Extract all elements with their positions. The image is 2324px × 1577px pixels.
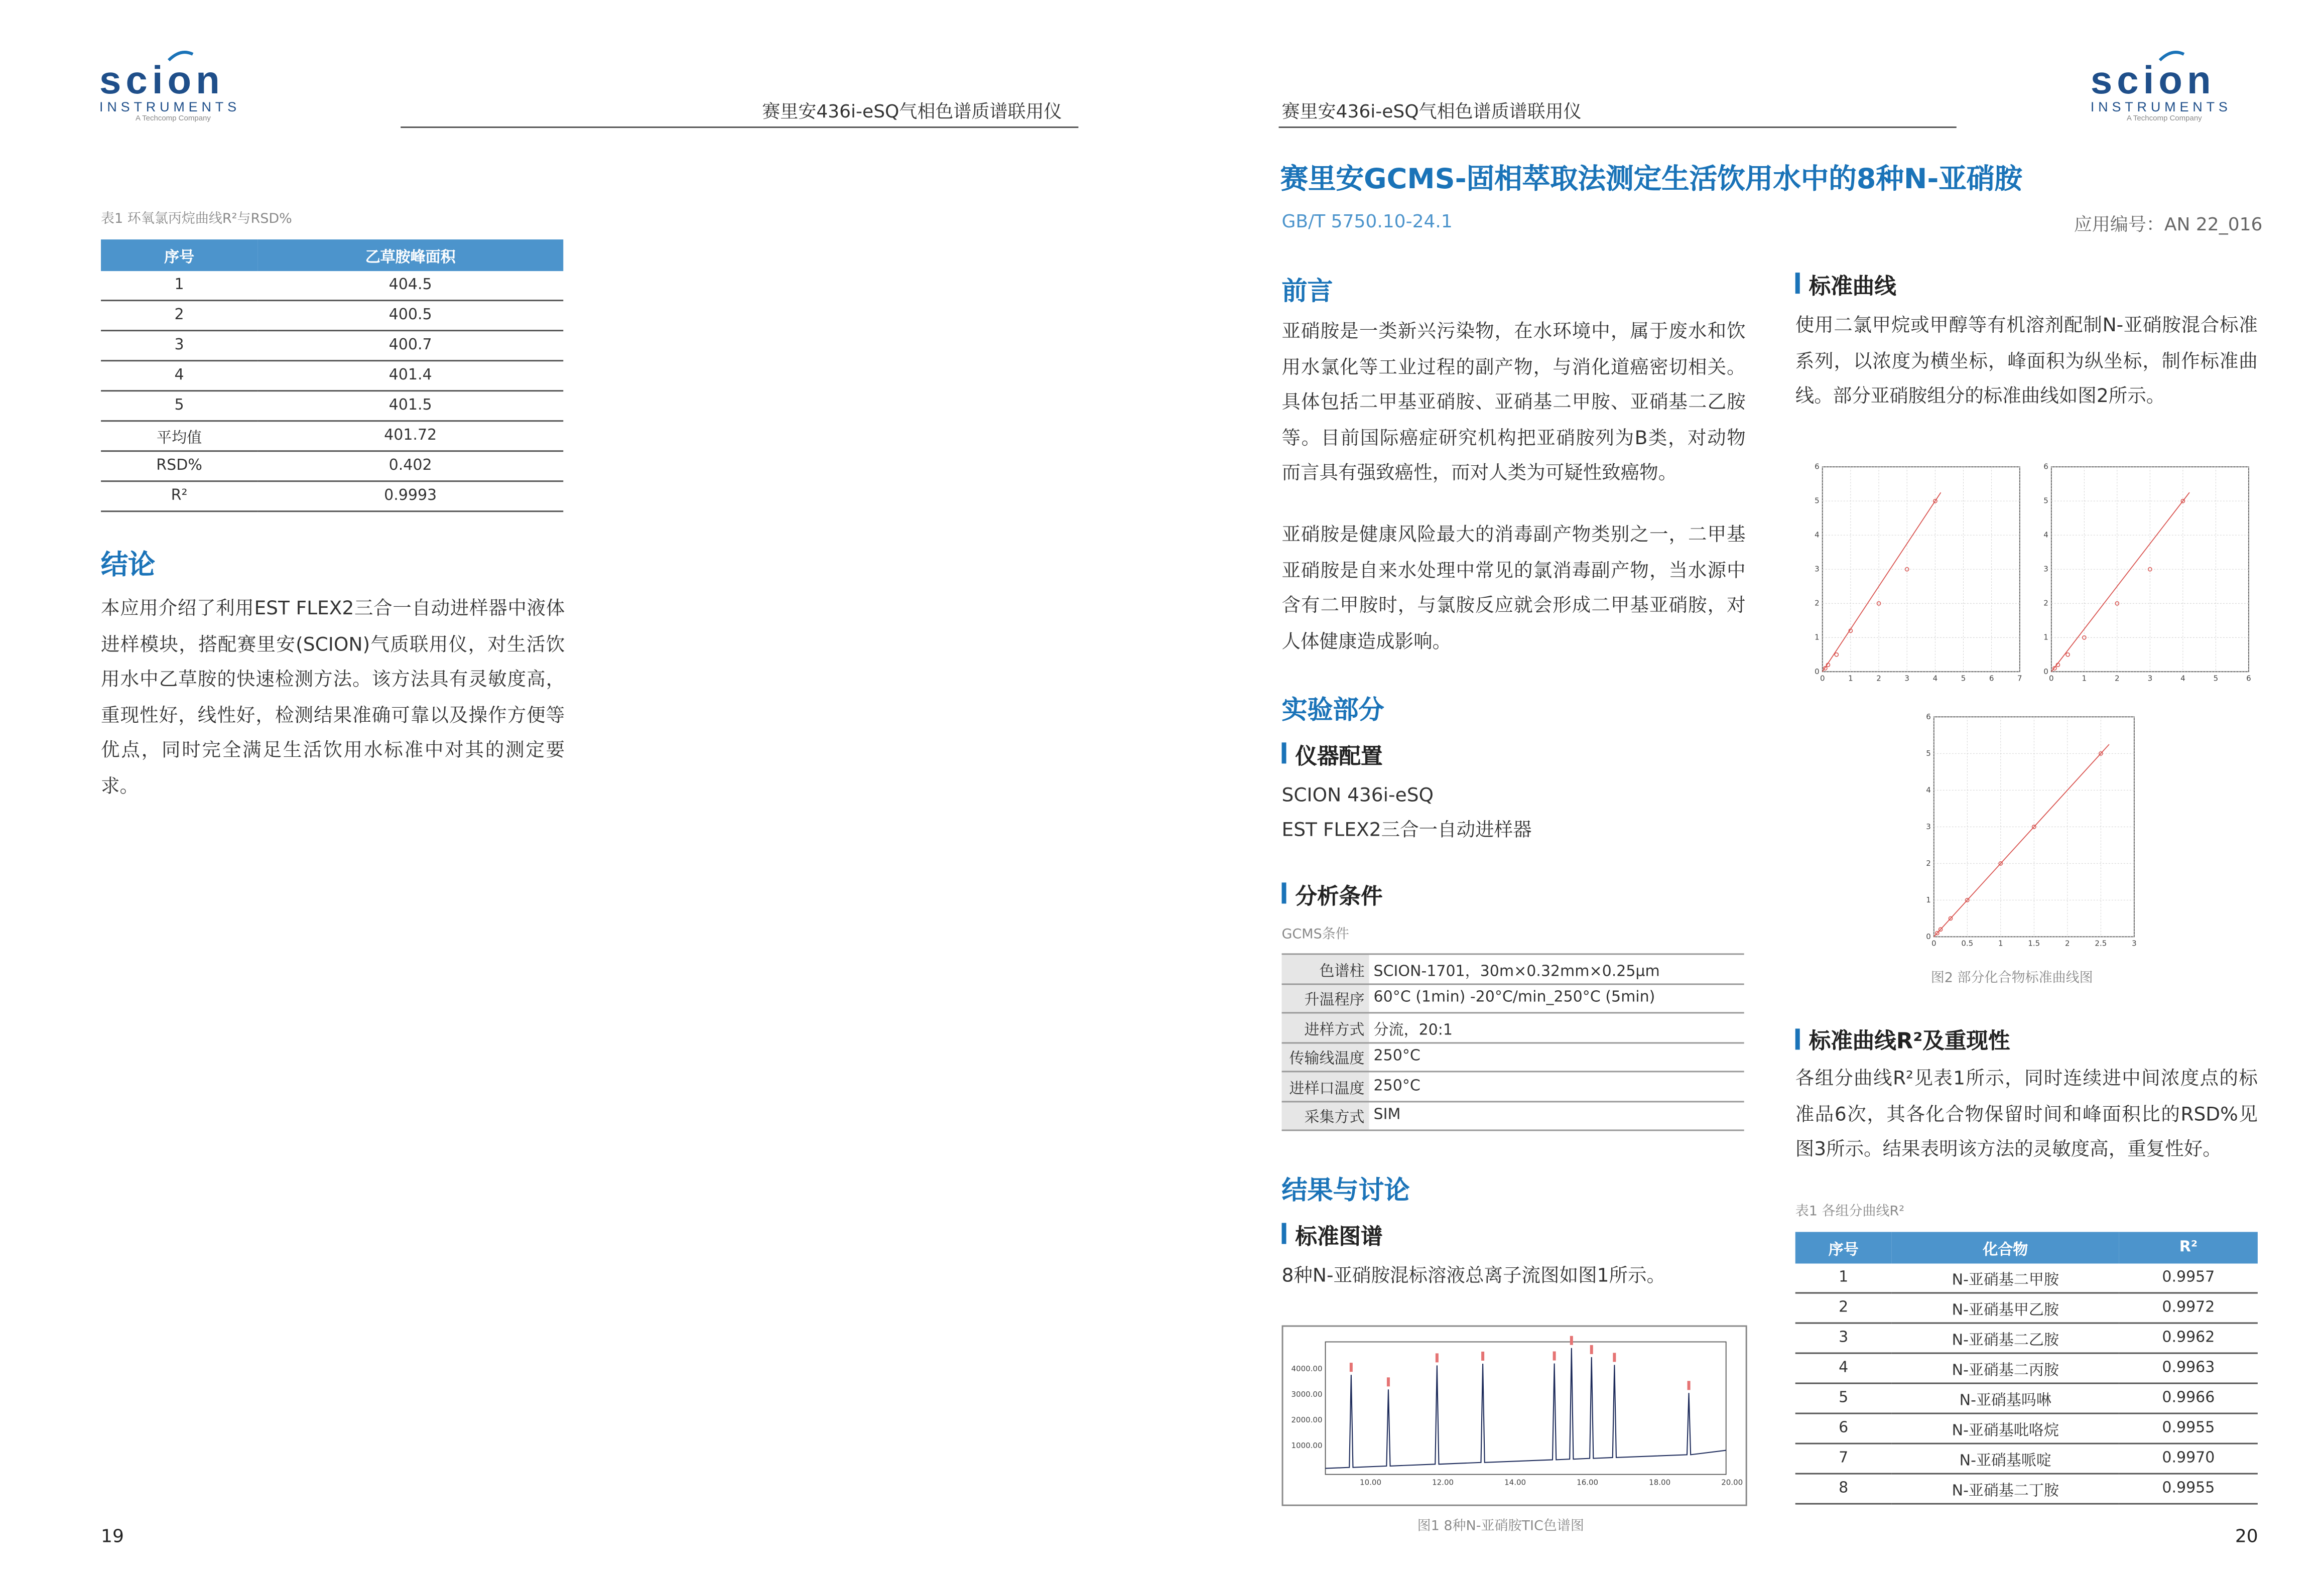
x-tick-label: 14.00 — [1504, 1478, 1526, 1487]
x-tick-label: 6 — [1989, 674, 1994, 683]
table-cell: 5 — [1795, 1383, 1892, 1413]
table-cell: 0.9966 — [2119, 1383, 2258, 1413]
table-cell: N-亚硝基二丁胺 — [1892, 1474, 2119, 1504]
table-cell: 400.7 — [257, 331, 563, 361]
table-cell: 1 — [101, 271, 257, 301]
peak-label-marker — [1570, 1336, 1573, 1345]
section-marker — [1282, 1223, 1286, 1244]
x-tick-label: 7 — [2017, 674, 2022, 683]
std-curve-text: 使用二氯甲烷或甲醇等有机溶剂配制N-亚硝胺混合标准系列，以浓度为横坐标，峰面积为纵坐标，制作标准曲线。部分亚硝胺组分的标准曲线如图2所示。 — [1795, 313, 2258, 407]
y-tick-label: 6 — [1815, 462, 1820, 471]
y-tick-label: 3 — [2043, 564, 2048, 574]
page-number-left: 19 — [101, 1525, 124, 1547]
logo-swoosh-icon — [2157, 48, 2187, 63]
x-tick-label: 2 — [2115, 674, 2120, 683]
x-tick-label: 3 — [1904, 674, 1909, 683]
r2-table — [1795, 1232, 2258, 1504]
peak-label-marker — [1688, 1381, 1691, 1390]
page-number-right: 20 — [2235, 1525, 2258, 1547]
peak-label-marker — [1350, 1363, 1353, 1372]
x-tick-label: 5 — [2213, 674, 2219, 683]
y-tick-label: 4 — [1926, 785, 1931, 795]
gcms-caption: GCMS条件 — [1281, 928, 1349, 943]
y-tick-label: 0 — [2043, 667, 2048, 676]
x-tick-label: 3 — [2132, 939, 2137, 948]
table-cell: 0.9957 — [2119, 1264, 2258, 1293]
instrument-line-2: EST FLEX2三合一自动进样器 — [1281, 818, 1532, 841]
table-row — [101, 301, 563, 331]
y-tick-label: 2 — [1815, 598, 1820, 608]
table-row — [101, 271, 563, 301]
x-tick-label: 1.5 — [2028, 939, 2040, 948]
application-number: 应用编号：AN 22_016 — [2074, 214, 2263, 235]
table-row — [1795, 1264, 2258, 1293]
preface-paragraph-1: 亚硝胺是一类新兴污染物，在水环境中，属于废水和饮用水氯化等工业过程的副产物，与消化道癌密切相关。具体包括二甲基亚硝胺、亚硝基二甲胺、亚硝基二乙胺等。目前国际癌症研究机构把亚硝胺列为B类，对动物而言具有强致癌性，而对人类为可疑性致癌物。 — [1281, 319, 1746, 484]
x-tick-label: 16.00 — [1577, 1478, 1599, 1487]
y-tick-label: 6 — [1926, 712, 1931, 721]
x-tick-label: 5 — [1961, 674, 1966, 683]
table-cell: 401.5 — [257, 391, 563, 421]
std-chromatogram-title: 标准图谱 — [1295, 1226, 1383, 1250]
analysis-conditions-title: 分析条件 — [1295, 885, 1383, 910]
y-tick-label: 3000.00 — [1291, 1390, 1323, 1399]
x-tick-label: 18.00 — [1649, 1478, 1671, 1487]
y-tick-label: 0 — [1926, 932, 1931, 941]
y-tick-label: 5 — [1815, 496, 1820, 505]
x-tick-label: 10.00 — [1360, 1478, 1382, 1487]
table-cell: 2 — [101, 301, 257, 331]
x-tick-label: 0 — [1820, 674, 1825, 683]
table-cell: 采集方式 — [1282, 1101, 1369, 1130]
x-tick-label: 0 — [1931, 939, 1936, 948]
table-row — [101, 361, 563, 391]
table-cell: 0.9972 — [2119, 1293, 2258, 1323]
logo-swoosh-icon — [166, 48, 196, 63]
col-header-r2: R² — [2119, 1232, 2258, 1263]
table-cell: 250°C — [1369, 1042, 1744, 1072]
y-tick-label: 2 — [2043, 598, 2048, 608]
table-cell: N-亚硝基吡咯烷 — [1892, 1413, 2119, 1443]
peak-label-marker — [1387, 1377, 1390, 1386]
table-cell: N-亚硝基二乙胺 — [1892, 1323, 2119, 1353]
col-header-index: 序号 — [1795, 1232, 1892, 1263]
table-cell: N-亚硝基二甲胺 — [1892, 1264, 2119, 1293]
r2-section-title: 标准曲线R²及重现性 — [1809, 1030, 2010, 1055]
table-cell: 平均值 — [101, 421, 257, 451]
left-data-table — [101, 239, 563, 512]
table-row — [101, 481, 563, 511]
conclusion-title: 结论 — [101, 550, 156, 582]
table-row — [101, 421, 563, 451]
condition-row — [1282, 983, 1744, 1013]
table-cell: 4 — [101, 361, 257, 391]
logo-subtitle: INSTRUMENTS — [2090, 99, 2232, 115]
preface-paragraph-2: 亚硝胺是健康风险最大的消毒副产物类别之一，二甲基亚硝胺是自来水处理中常见的氯消毒副产物，当水源中含有二甲胺时，与氯胺反应就会形成二甲基亚硝胺，对人体健康造成影响。 — [1281, 522, 1746, 651]
x-tick-label: 1 — [2082, 674, 2087, 683]
table-cell: 2 — [1795, 1293, 1892, 1323]
plot-frame — [1823, 467, 2020, 672]
y-tick-label: 3 — [1815, 564, 1820, 574]
col-header-index: 序号 — [101, 239, 257, 271]
table-row — [101, 331, 563, 361]
peak-label-marker — [1553, 1352, 1556, 1361]
condition-row — [1282, 1072, 1744, 1101]
table-cell: N-亚硝基哌啶 — [1892, 1443, 2119, 1474]
x-tick-label: 6 — [2246, 674, 2251, 683]
std-chromatogram-text: 8种N-亚硝胺混标溶液总离子流图如图1所示。 — [1281, 1263, 1666, 1286]
header-rule-right — [1279, 126, 1957, 128]
table-row — [1795, 1443, 2258, 1474]
table-cell: 7 — [1795, 1443, 1892, 1474]
section-marker — [1795, 1028, 1800, 1049]
figure-1-tic-chromatogram — [1282, 1326, 1747, 1506]
x-tick-label: 2 — [1876, 674, 1881, 683]
curve-b-svg — [2033, 452, 2256, 693]
table-cell: 1 — [1795, 1264, 1892, 1293]
table-cell: 400.5 — [257, 301, 563, 331]
table-cell: N-亚硝基二丙胺 — [1892, 1353, 2119, 1383]
table-cell: 进样口温度 — [1282, 1072, 1369, 1101]
plot-frame — [1326, 1342, 1726, 1475]
table-cell: 分流，20:1 — [1369, 1013, 1744, 1042]
table-cell: 0.9955 — [2119, 1474, 2258, 1504]
instrument-config-title: 仪器配置 — [1295, 745, 1383, 770]
curve-a-svg — [1804, 452, 2027, 693]
condition-row — [1282, 1042, 1744, 1072]
y-tick-label: 3 — [1926, 822, 1931, 831]
y-tick-label: 2000.00 — [1291, 1415, 1323, 1425]
table-cell: 250°C — [1369, 1072, 1744, 1101]
header-title-left: 赛里安436i-eSQ气相色谱质谱联用仪 — [762, 101, 1062, 122]
tic-trace-line — [1326, 1348, 1726, 1469]
section-marker — [1795, 273, 1800, 294]
condition-row — [1282, 1013, 1744, 1042]
tic-chart-svg — [1283, 1327, 1746, 1505]
figure-2-caption: 图2 部分化合物标准曲线图 — [1930, 971, 2093, 987]
figure-1-caption: 图1 8种N-亚硝胺TIC色谱图 — [1417, 1519, 1584, 1535]
x-tick-label: 12.00 — [1432, 1478, 1454, 1487]
preface-title: 前言 — [1281, 277, 1333, 308]
table-row — [101, 391, 563, 421]
table-cell: 0.9963 — [2119, 1353, 2258, 1383]
x-tick-label: 1 — [1848, 674, 1853, 683]
table-cell: 0.9955 — [2119, 1413, 2258, 1443]
brand-logo-left — [99, 57, 273, 124]
x-tick-label: 3 — [2147, 674, 2153, 683]
logo-wordmark: scion — [2090, 57, 2216, 103]
table-cell: SIM — [1369, 1101, 1744, 1130]
section-marker — [1282, 882, 1286, 903]
table-cell: 5 — [101, 391, 257, 421]
header-title-right: 赛里安436i-eSQ气相色谱质谱联用仪 — [1281, 101, 1582, 122]
condition-row — [1282, 954, 1744, 984]
y-tick-label: 4000.00 — [1291, 1364, 1323, 1374]
peak-label-marker — [1613, 1353, 1616, 1362]
col-header-compound: 化合物 — [1892, 1232, 2119, 1263]
x-tick-label: 1 — [1998, 939, 2003, 948]
y-tick-label: 1 — [1815, 632, 1820, 642]
article-title: 赛里安GCMS-固相萃取法测定生活饮用水中的8种N-亚硝胺 — [1280, 164, 2022, 196]
x-tick-label: 0.5 — [1961, 939, 1974, 948]
table-row — [1795, 1413, 2258, 1443]
x-tick-label: 0 — [2049, 674, 2054, 683]
table-cell: 进样方式 — [1282, 1013, 1369, 1042]
y-tick-label: 1 — [2043, 632, 2048, 642]
table-cell: N-亚硝基吗啉 — [1892, 1383, 2119, 1413]
table-row — [1795, 1474, 2258, 1504]
x-tick-label: 2 — [2065, 939, 2070, 948]
table-row — [1795, 1353, 2258, 1383]
instrument-line-1: SCION 436i-eSQ — [1281, 783, 1434, 806]
peak-label-marker — [1590, 1345, 1593, 1354]
col-header-area: 乙草胺峰面积 — [257, 239, 563, 271]
figure-2-curve-a — [1804, 452, 2027, 693]
r2-section-text: 各组分曲线R²见表1所示，同时连续进中间浓度点的标准品6次，其各化合物保留时间和峰面积比的RSD%见图3所示。结果表明该方法的灵敏度高，重复性好。 — [1795, 1066, 2258, 1160]
table-cell: 60°C (1min) -20°C/min_250°C (5min) — [1369, 983, 1744, 1013]
figure-2-curve-c — [1916, 702, 2142, 958]
table-cell: 6 — [1795, 1413, 1892, 1443]
table-cell: RSD% — [101, 451, 257, 481]
y-tick-label: 1000.00 — [1291, 1441, 1323, 1451]
y-tick-label: 1 — [1926, 895, 1931, 904]
table-row — [1795, 1293, 2258, 1323]
y-tick-label: 5 — [2043, 496, 2048, 505]
table-cell: 传输线温度 — [1282, 1042, 1369, 1072]
results-title: 结果与讨论 — [1281, 1176, 1410, 1207]
table-row — [101, 451, 563, 481]
table-row — [1795, 1323, 2258, 1353]
left-table-caption: 表1 环氧氯丙烷曲线R²与RSD% — [101, 212, 292, 228]
experiment-title: 实验部分 — [1281, 696, 1384, 726]
y-tick-label: 2 — [1926, 858, 1931, 868]
x-tick-label: 20.00 — [1721, 1478, 1743, 1487]
table-cell: SCION-1701，30m×0.32mm×0.25μm — [1369, 954, 1744, 984]
table-cell: 3 — [1795, 1323, 1892, 1353]
x-tick-label: 4 — [1932, 674, 1938, 683]
x-tick-label: 4 — [2180, 674, 2185, 683]
table-cell: 4 — [1795, 1353, 1892, 1383]
brand-logo-right — [2090, 57, 2264, 124]
standard-code: GB/T 5750.10-24.1 — [1281, 211, 1453, 232]
header-rule-left — [401, 126, 1078, 128]
y-tick-label: 4 — [2043, 530, 2048, 540]
table-cell: 0.9970 — [2119, 1443, 2258, 1474]
conditions-table — [1282, 953, 1744, 1131]
logo-tagline: A Techcomp Company — [136, 114, 211, 124]
table-cell: 0.402 — [257, 451, 563, 481]
std-curve-title: 标准曲线 — [1809, 276, 1896, 300]
logo-subtitle: INSTRUMENTS — [99, 99, 240, 115]
table-cell: 404.5 — [257, 271, 563, 301]
table-cell: 401.72 — [257, 421, 563, 451]
table-cell: 色谱柱 — [1282, 954, 1369, 984]
conclusion-text: 本应用介绍了利用EST FLEX2三合一自动进样器中液体进样模块，搭配赛里安(SCION)气质联用仪，对生活饮用水中乙草胺的快速检测方法。该方法具有灵敏度高，重现性好，线性好，检测结果准确可靠以及操作方便等优点，同时完全满足生活饮用水标准中对其的测定要求。 — [101, 596, 565, 796]
table-cell: 3 — [101, 331, 257, 361]
figure-2-curve-b — [2033, 452, 2256, 693]
table-row — [1795, 1383, 2258, 1413]
x-tick-label: 2.5 — [2095, 939, 2107, 948]
table-cell: 0.9962 — [2119, 1323, 2258, 1353]
logo-wordmark: scion — [99, 57, 224, 103]
y-tick-label: 4 — [1815, 530, 1820, 540]
peak-label-marker — [1436, 1353, 1439, 1362]
curve-c-svg — [1916, 702, 2142, 958]
table-cell: 升温程序 — [1282, 983, 1369, 1013]
table-cell: R² — [101, 481, 257, 511]
table-1-caption: 表1 各组分曲线R² — [1795, 1205, 1905, 1220]
peak-label-marker — [1481, 1352, 1484, 1361]
table-cell: 401.4 — [257, 361, 563, 391]
table-cell: N-亚硝基甲乙胺 — [1892, 1293, 2119, 1323]
y-tick-label: 6 — [2043, 462, 2048, 471]
y-tick-label: 5 — [1926, 748, 1931, 758]
y-tick-label: 0 — [1815, 667, 1820, 676]
table-cell: 8 — [1795, 1474, 1892, 1504]
table-cell: 0.9993 — [257, 481, 563, 511]
section-marker — [1282, 742, 1286, 763]
logo-tagline: A Techcomp Company — [2126, 114, 2202, 124]
condition-row — [1282, 1101, 1744, 1130]
